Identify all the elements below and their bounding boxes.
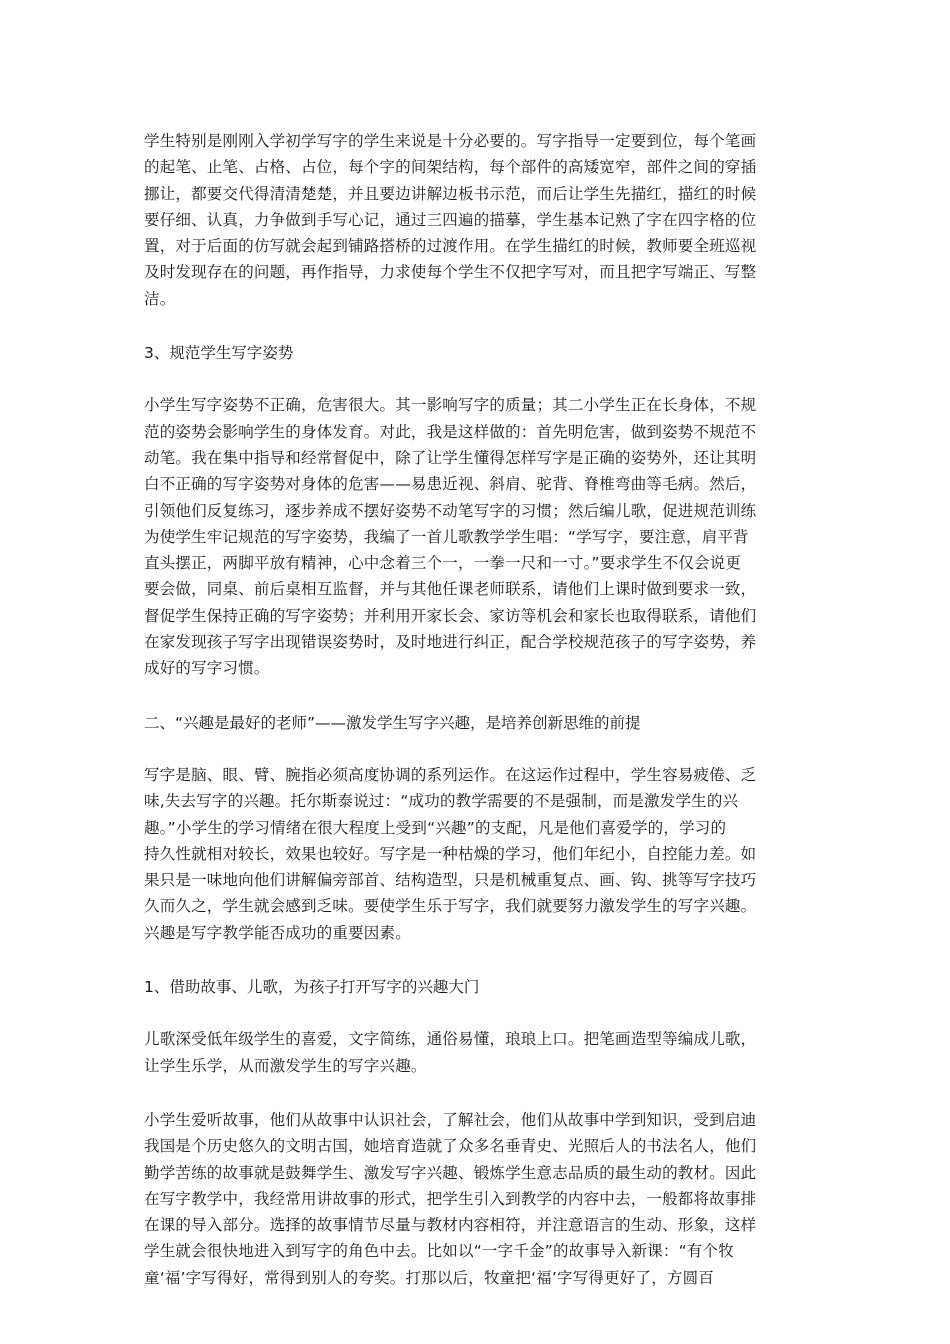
text-line: 洁。 [144, 289, 176, 308]
text-line: 兴趣是写字教学能否成功的重要因素。 [144, 923, 411, 942]
text-line: 在写字教学中，我经常用讲故事的形式，把学生引入到教学的内容中去，一般都将故事排 [144, 1189, 757, 1208]
text-line: 成好的写字习惯。 [144, 659, 270, 678]
text-line: 儿歌深受低年级学生的喜爱，文字简练，通俗易懂，琅琅上口。把笔画造型等编成儿歌， [144, 1030, 757, 1049]
text-line: 要会做，同桌、前后桌相互监督，并与其他任课老师联系，请他们上课时做到要求一致， [144, 580, 757, 599]
text-line: 学生特别是刚刚入学初学写字的学生来说是十分必要的。写字指导一定要到位，每个笔画 [144, 132, 757, 150]
text-line: 我国是个历史悠久的文明古国，她培育造就了众多名垂青史、光照后人的书法名人，他们 [144, 1137, 757, 1156]
text-line: 督促学生保持正确的写字姿势；并利用开家长会、家访等机会和家长也取得联系，请他们 [144, 606, 757, 625]
text-line: 让学生乐学，从而激发学生的写字兴趣。 [144, 1056, 427, 1075]
paragraph-writing-guidance [144, 128, 812, 312]
paragraph-interest [144, 762, 812, 946]
text-line: 置，对于后面的仿写就会起到铺路搭桥的过渡作用。在学生描红的时候，教师要全班巡视 [144, 237, 757, 256]
text-line: 小学生爱听故事，他们从故事中认识社会，了解社会，他们从故事中学到知识，受到启迪 [144, 1110, 757, 1129]
text-line: 在课的导入部分。选择的故事情节尽量与教材内容相符，并注意语言的生动、形象，这样 [144, 1216, 757, 1235]
text-line: 在家发现孩子写字出现错误姿势时，及时地进行纠正，配合学校规范孩子的写字姿势，养 [144, 633, 757, 652]
paragraph-writing-posture [144, 392, 812, 681]
paragraph-nursery-rhymes [144, 1026, 812, 1079]
text-line: 童‘福’字写得好，常得到别人的夸奖。打那以后，牧童把‘福’字写得更好了，方圆百 [144, 1268, 715, 1287]
text-line: 久而久之，学生就会感到乏味。要使学生乐于写字，我们就要努力激发学生的写字兴趣。 [144, 897, 757, 916]
text-line: 为使学生牢记规范的写字姿势，我编了一首儿歌教学学生唱：“学写字，要注意，肩平背 [144, 527, 749, 546]
text-line: 味,失去写字的兴趣。托尔斯泰说过：“成功的教学需要的不是强制，而是激发学生的兴 [144, 792, 739, 811]
text-line: 动笔。我在集中指导和经常督促中，除了让学生懂得怎样写字是正确的姿势外，还让其明 [144, 448, 757, 467]
document-page [144, 128, 812, 1291]
text-line: 要仔细、认真，力争做到手写心记，通过三四遍的描摹，学生基本记熟了字在四字格的位 [144, 210, 757, 229]
text-line: 写字是脑、眼、臂、腕指必须高度协调的系列运作。在这运作过程中，学生容易疲倦、乏 [144, 765, 757, 784]
text-line: 小学生写字姿势不正确，危害很大。其一影响写字的质量；其二小学生正在长身体，不规 [144, 396, 757, 415]
text-line: 持久性就相对较长，效果也较好。写字是一种枯燥的学习，他们年纪小，自控能力差。如 [144, 844, 757, 863]
section-heading: 3、规范学生写字姿势 [144, 344, 294, 363]
text-line: 学生就会很快地进入到写字的角色中去。比如以“一字千金”的故事导入新课：“有个牧 [144, 1242, 734, 1261]
text-line: 白不正确的写字姿势对身体的危害——易患近视、斜肩、驼背、脊椎弯曲等毛病。然后， [144, 475, 757, 494]
text-line: 勤学苦练的故事就是鼓舞学生、激发写字兴趣、锻炼学生意志品质的最生动的教材。因此 [144, 1163, 757, 1182]
section-heading: 1、借助故事、儿歌，为孩子打开写字的兴趣大门 [144, 978, 480, 997]
text-line: 范的姿势会影响学生的身体发育。对此，我是这样做的：首先明危害，做到姿势不规范不 [144, 422, 757, 441]
paragraph-stories [144, 1107, 812, 1291]
section-heading: 二、“兴趣是最好的老师”——激发学生写字兴趣，是培养创新思维的前提 [144, 713, 641, 732]
text-line: 趣。”小学生的学习情绪在很大程度上受到“兴趣”的支配，凡是他们喜爱学的，学习的 [144, 818, 727, 837]
text-line: 引领他们反复练习，逐步养成不摆好姿势不动笔写字的习惯；然后编儿歌，促进规范训练 [144, 501, 757, 520]
text-line: 直头摆正，两脚平放有精神，心中念着三个一，一拳一尺和一寸。”要求学生不仅会说更 [144, 554, 742, 573]
text-line: 果只是一味地向他们讲解偏旁部首、结构造型，只是机械重复点、画、钩、挑等写字技巧 [144, 871, 757, 890]
text-line: 的起笔、止笔、占格、占位，每个字的间架结构，每个部件的高矮宽窄，部件之间的穿插 [144, 158, 757, 177]
text-line: 及时发现存在的问题，再作指导，力求使每个学生不仅把字写对，而且把字写端正、写整 [144, 263, 757, 282]
text-line: 挪让，都要交代得清清楚楚，并且要边讲解边板书示范，而后让学生先描红，描红的时候 [144, 184, 757, 203]
